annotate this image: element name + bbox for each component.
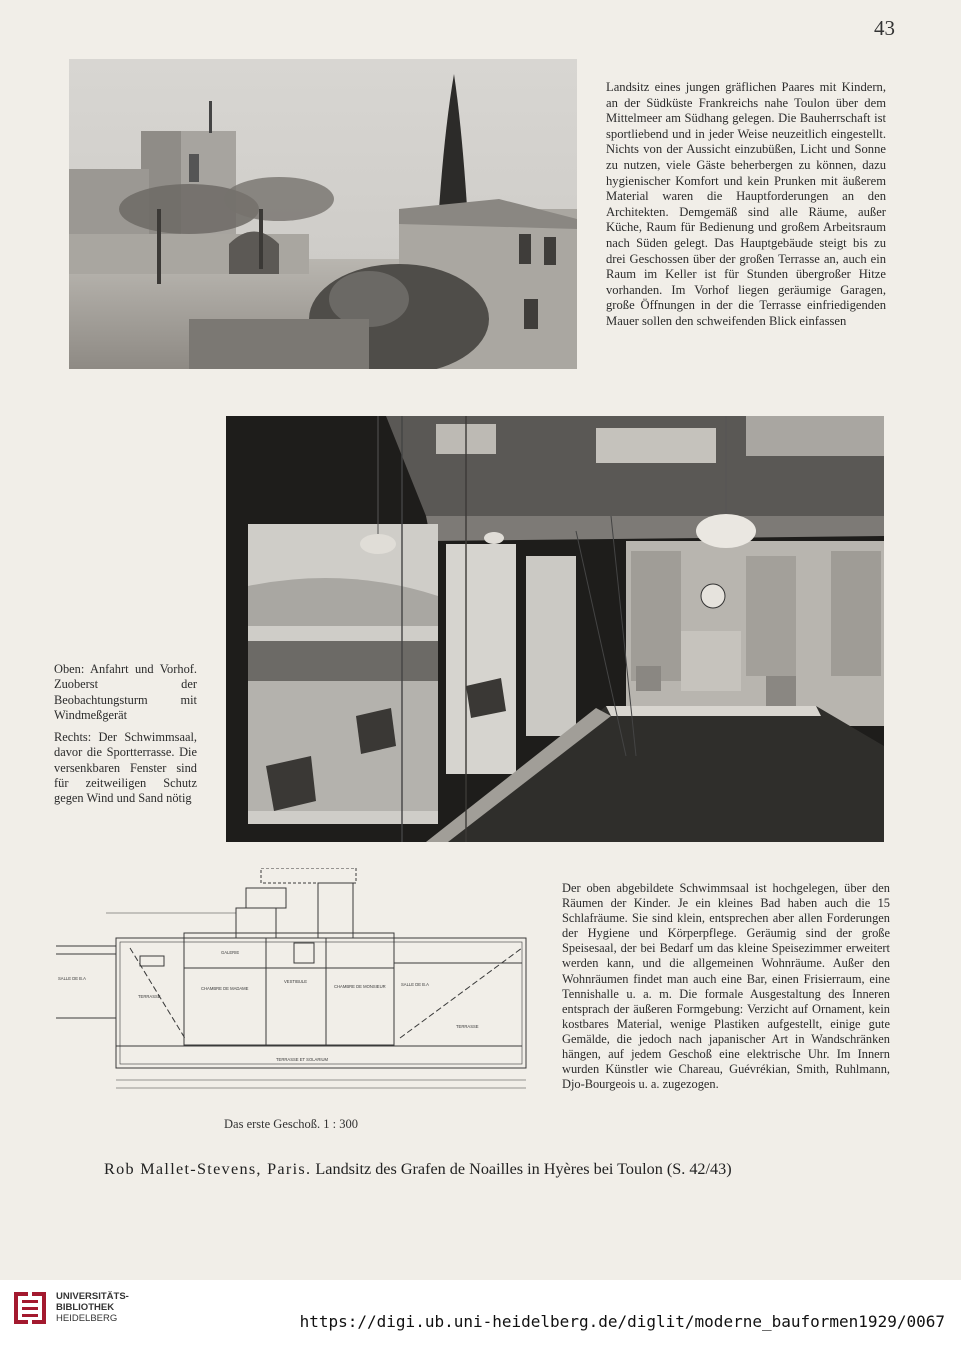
library-name[interactable] [56, 1291, 129, 1324]
body-text [562, 881, 890, 1092]
page-number: 43 [874, 16, 895, 40]
plan-label-terrasse-bottom: TERRASSE ET SOLARIUM [276, 1057, 329, 1062]
plan-label-galerie: GALERIE [221, 950, 240, 955]
library-name-line3: HEIDELBERG [56, 1313, 118, 1324]
plan-label-chambre-monsieur: CHAMBRE DE MONSIEUR [334, 984, 386, 989]
plan-label-vestibule: VESTIBULE [284, 979, 308, 984]
university-logo-icon[interactable] [10, 1288, 50, 1328]
plan-label-salle-b: SALLE DE B.A [401, 982, 429, 987]
photo-villa-courtyard [69, 59, 577, 369]
photo-swimming-hall [226, 416, 884, 842]
swimming-hall-illustration [226, 416, 884, 842]
caption-top-photo: Oben: Anfahrt und Vorhof. Zuoberst der Beobachtungsturm mit Windmeßgerät [54, 662, 197, 722]
project-title: Landsitz des Grafen de Noailles in Hyères bei Toulon (S. 42/43) [315, 1160, 732, 1178]
plan-label-terrasse-left: TERRASSE [138, 994, 161, 999]
intro-text [606, 80, 886, 330]
plan-label-salle: SALLE DE B.A [58, 976, 86, 981]
library-name-line1: UNIVERSITÄTS- [56, 1291, 129, 1302]
plan-label-chambre-madame: CHAMBRE DE MADAME [201, 986, 249, 991]
villa-photo-illustration [69, 59, 577, 369]
caption-right-photo: Rechts: Der Schwimmsaal, davor die Sportterrasse. Die versenkbaren Fenster sind für zeitweiligen Schutz gegen Wind und Sand nötig [54, 730, 197, 806]
page-footer-title [104, 1160, 732, 1179]
floor-plan-drawing [56, 868, 536, 1100]
library-name-line2: BIBLIOTHEK [56, 1302, 115, 1313]
plan-caption: Das erste Geschoß. 1 : 300 [224, 1117, 358, 1131]
architect-name: Rob Mallet-Stevens, Paris. [104, 1160, 312, 1178]
plan-label-terrasse-right: TERRASSE [456, 1024, 479, 1029]
body-paragraph: Der oben abgebildete Schwimmsaal ist hochgelegen, über den Räumen der Kinder. Je ein kleines Bad haben auch die 15 Schlafräume. Sie sind klein, entsprechen aber allen Forderungen der Hygiene und Körperpflege. Geräumig sind der große Speisesaal, der bei Bedarf um das kleine Speisezimmer erweitert werden kann, und die allgemeinen Wohnräume. Außer den Wohnräumen findet man auch eine Bar, einen Frisierraum, eine Tennishalle u. a. m. Die formale Ausgestaltung des Inneren entsprach der äußeren Formgebung: Verzicht auf Ornament, kein kostbares Material, wenige Plastiken aufgestellt, einige gute Gemälde, die jedoch nach japanischer Art in Wandschränken hängen, auf jedem Geschoß eine elektrische Uhr. Im Innern wurden Künstler wie Chareau, Guévrékian, Smith, Ruhlmann, Djo-Bourgeois u. a. zugezogen. [562, 881, 890, 1092]
intro-paragraph: Landsitz eines jungen gräflichen Paares mit Kindern, an der Südküste Frankreichs nahe Toulon über dem Mittelmeer am Südhang gelegen. Die Bauherrschaft ist sportliebend und in jeder Weise neuzeitlich eingestellt. Nichts von der Aussicht einzubüßen, Licht und Sonne zu nutzen, viele Gäste beherbergen zu können, dazu hygienischer Komfort und kein Prunken mit äußerem Material waren die Hauptforderungen an den Architekten. Demgemäß sind alle Räume, außer Küche, Raum für Bedienung und großem Arbeitsraum nach Süden gelegt. Das Hauptgebäude steigt bis zu drei Geschossen über der großen Terrasse an, auch ein Raum im Keller ist für Stunden übergroßer Hitze vorhanden. Im Vorhof liegen geräumige Garagen, große Öffnungen in der die Terrasse einfriedigenden Mauer sollen den schweifenden Blick einfassen [606, 80, 886, 328]
photo-captions [54, 662, 197, 807]
document-url-link[interactable]: https://digi.ub.uni-heidelberg.de/diglit/moderne_bauformen1929/0067 [299, 1312, 945, 1331]
